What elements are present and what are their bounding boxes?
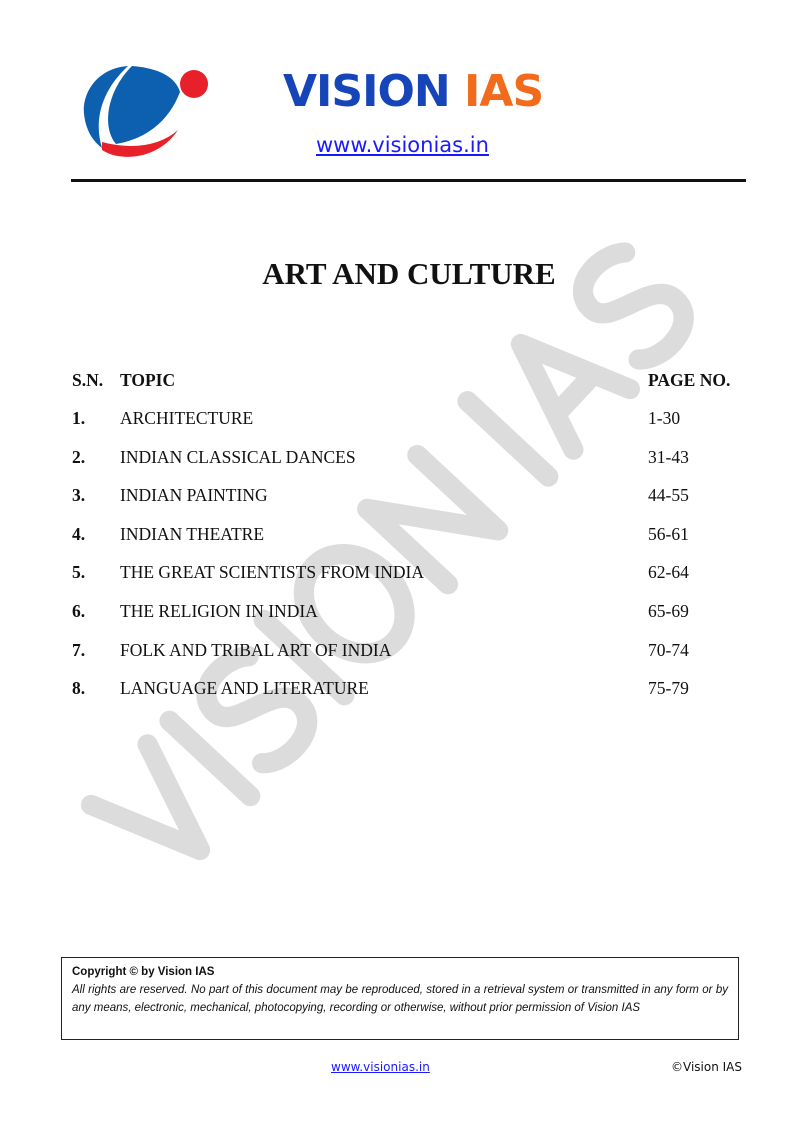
row-sn: 4. [72, 523, 86, 544]
brand-title [283, 66, 544, 117]
row-sn: 3. [72, 485, 86, 506]
row-sn: 2. [72, 446, 86, 467]
footer-website-link[interactable]: www.visionias.in [331, 1060, 430, 1074]
table-row [72, 447, 752, 471]
table-row [72, 562, 752, 586]
row-topic: INDIAN CLASSICAL DANCES [120, 446, 356, 467]
row-topic: ARCHITECTURE [120, 408, 254, 428]
row-topic: FOLK AND TRIBAL ART OF INDIA [120, 639, 392, 660]
brand-accent: IAS [464, 66, 544, 117]
footer-copyright: ©Vision IAS [671, 1060, 742, 1074]
header-divider [71, 179, 746, 182]
row-sn: 6. [72, 601, 86, 621]
website-link[interactable]: www.visionias.in [316, 133, 489, 157]
row-sn: 5. [72, 562, 86, 583]
copyright-text: All rights are reserved. No part of this document may be reproduced, stored in a retrieval system or transmitted in any form or by any means, electronic, mechanical, photocopying, recording or otherwise, without prior permission of Vision IAS [72, 984, 728, 1014]
header-sn: S.N. [72, 370, 104, 390]
row-page: 44-55 [648, 485, 689, 506]
row-page: 70-74 [648, 639, 689, 660]
row-sn: 8. [72, 678, 86, 699]
row-page: 56-61 [648, 523, 689, 544]
row-topic: LANGUAGE AND LITERATURE [120, 678, 369, 699]
table-row [72, 524, 752, 548]
brand-main: VISION [283, 66, 450, 117]
header-page: PAGE NO. [648, 370, 731, 390]
row-topic: INDIAN THEATRE [120, 523, 265, 544]
row-page: 75-79 [648, 678, 689, 699]
header-topic: TOPIC [120, 370, 176, 390]
row-page: 65-69 [648, 601, 689, 621]
row-page: 62-64 [648, 562, 689, 583]
row-page: 31-43 [648, 446, 689, 467]
row-topic: INDIAN PAINTING [120, 485, 268, 506]
row-page: 1-30 [648, 408, 681, 428]
row-sn: 7. [72, 639, 86, 660]
page-title: ART AND CULTURE [262, 256, 556, 291]
copyright-box [61, 957, 739, 1040]
row-sn: 1. [72, 408, 86, 428]
table-row [72, 640, 752, 664]
copyright-heading: Copyright © by Vision IAS [72, 966, 215, 978]
table-row [72, 601, 752, 625]
table-row [72, 408, 752, 432]
row-topic: THE RELIGION IN INDIA [120, 601, 318, 621]
row-topic: THE GREAT SCIENTISTS FROM INDIA [120, 562, 424, 583]
table-row [72, 678, 752, 702]
vision-ias-logo [80, 62, 212, 162]
table-row [72, 485, 752, 509]
table-header [72, 370, 752, 394]
